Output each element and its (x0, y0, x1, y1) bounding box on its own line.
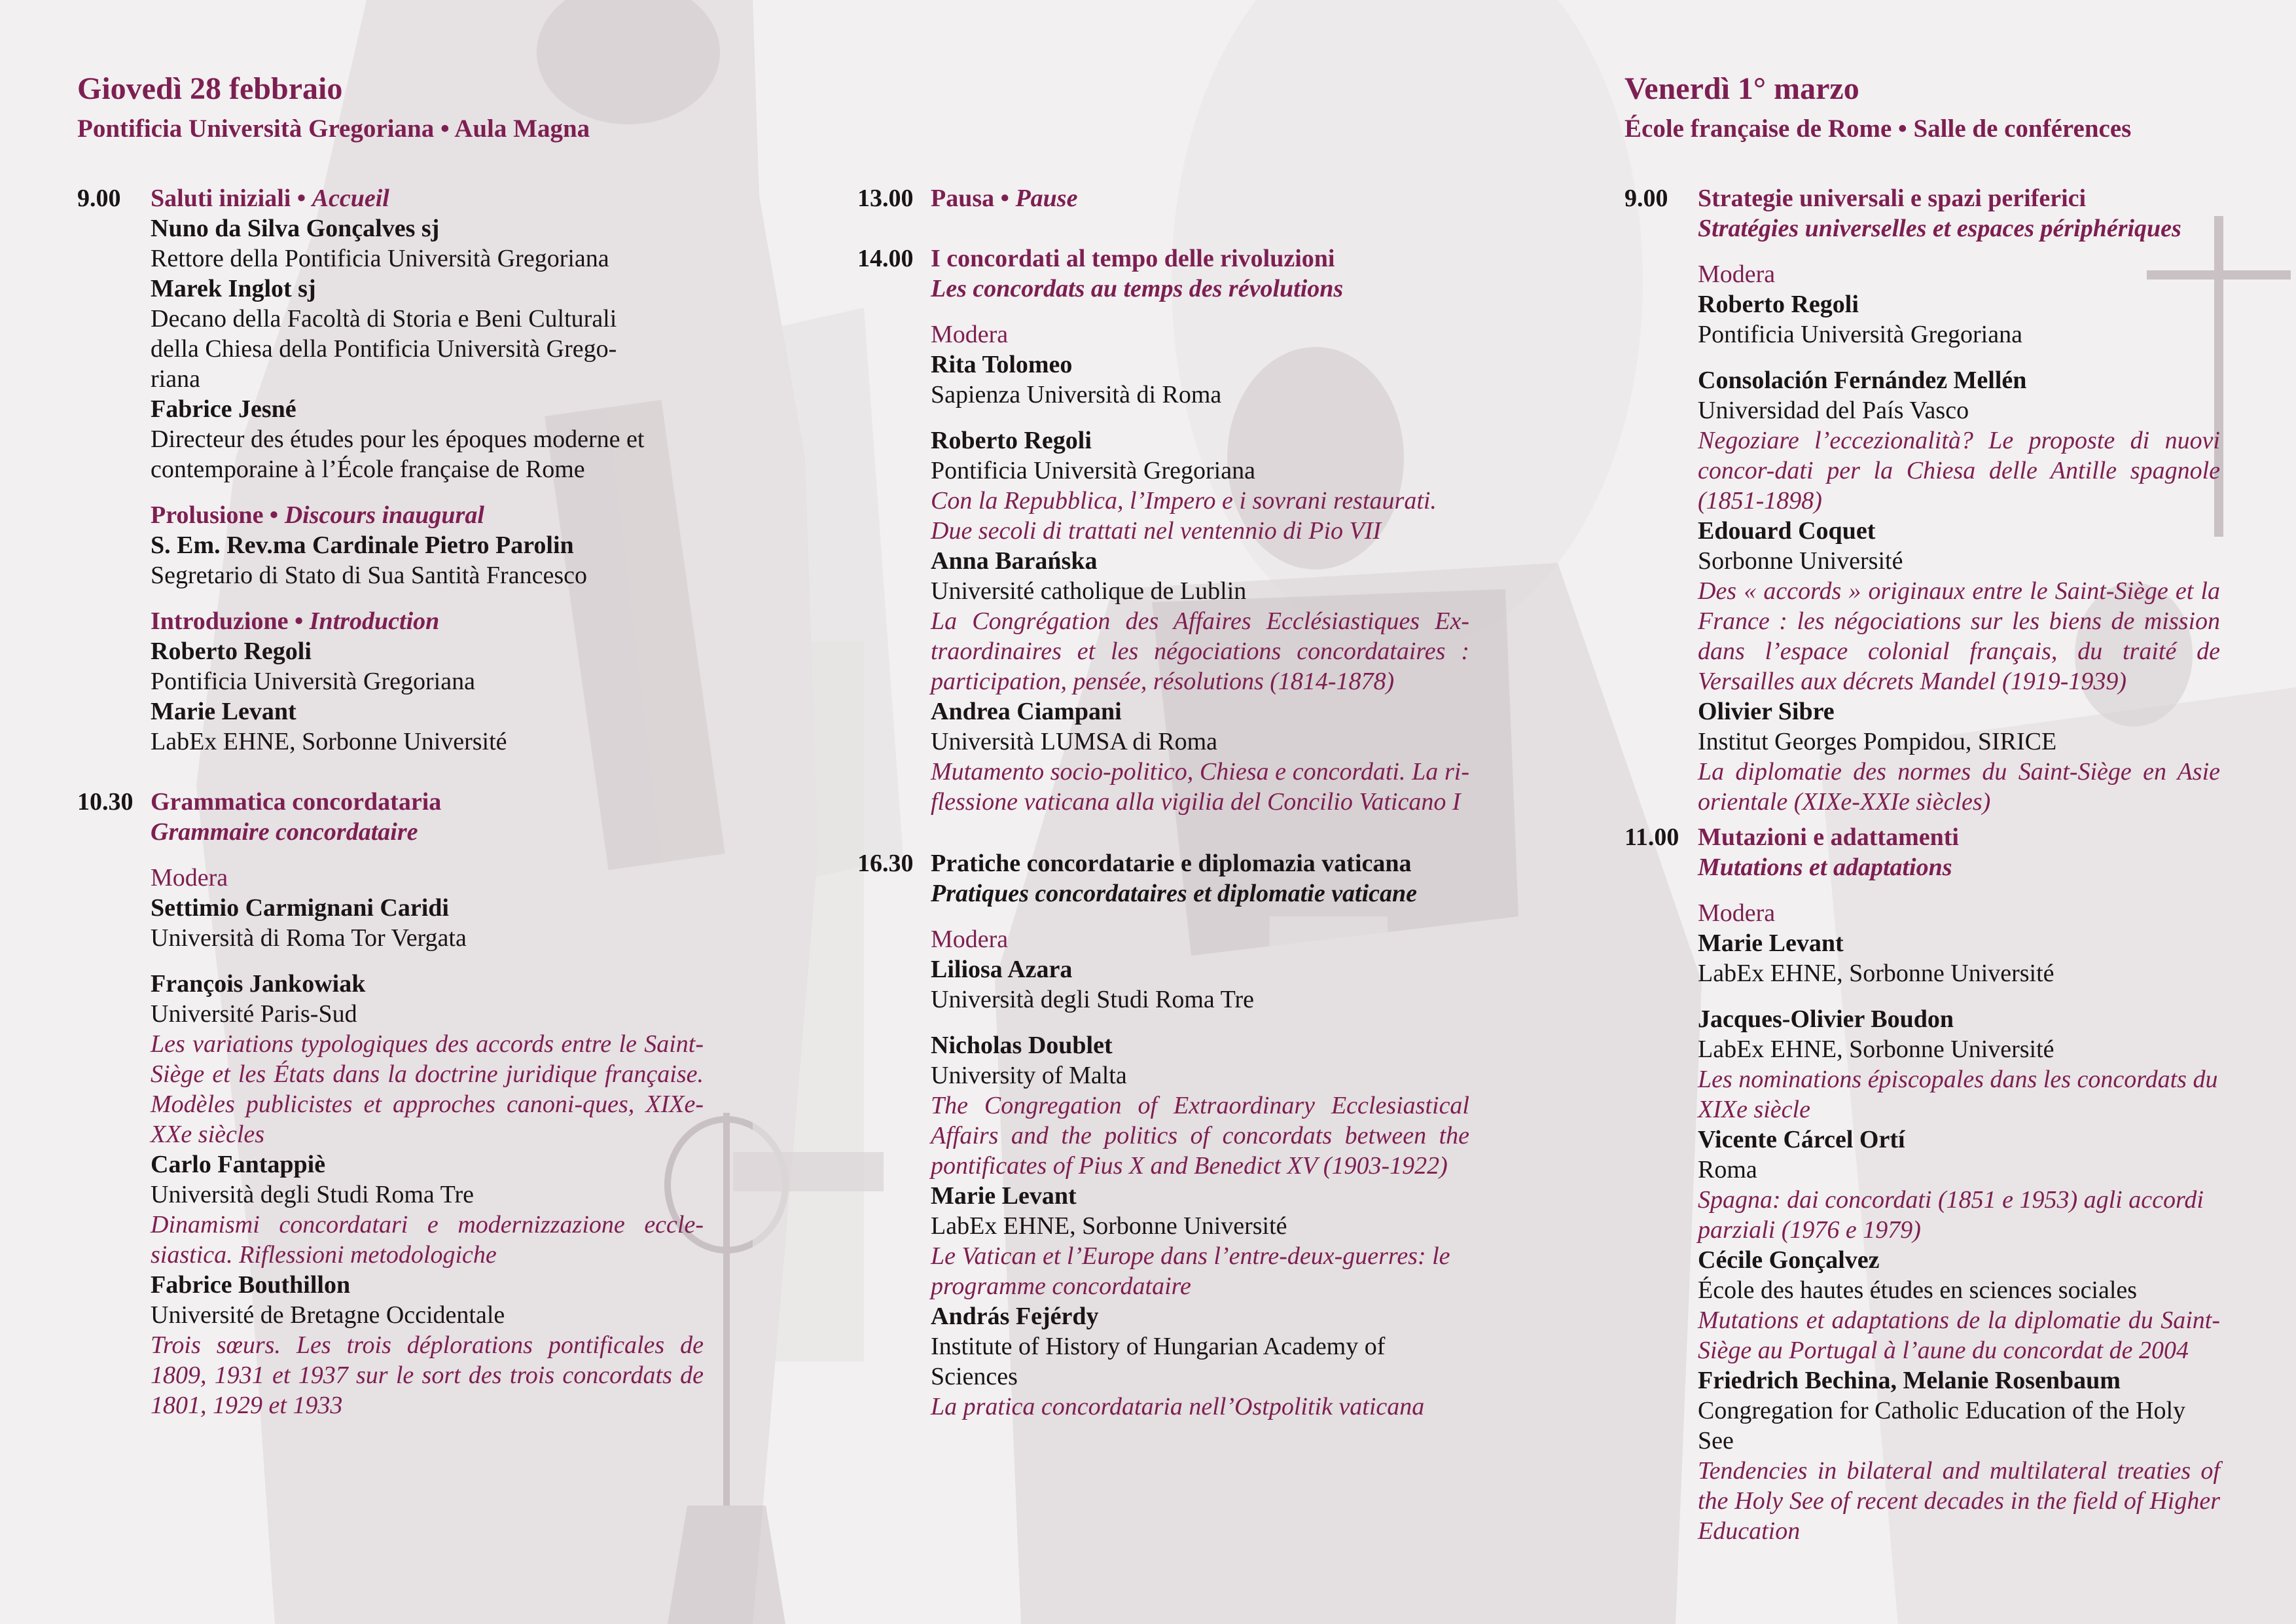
speaker-name: Cécile Gonçalvez (1698, 1246, 1880, 1274)
moderator-name: Rita Tolomeo (931, 351, 1073, 378)
session-time: 16.30 (857, 850, 914, 877)
moderator-affiliation: Università degli Studi Roma Tre (931, 986, 1254, 1013)
session-11-00 (1624, 822, 2220, 1546)
session-title-fr: Mutations et adaptations (1698, 854, 1952, 881)
speaker-affiliation: École des hautes études en sciences sociales (1698, 1276, 2138, 1304)
introduction-title-it: Introduzione • (151, 607, 304, 635)
speaker-affiliation: LabEx EHNE, Sorbonne Université (1698, 1036, 2054, 1063)
speaker-affiliation: Directeur des études pour les époques moderne et contemporaine à l’École française de Rome (151, 425, 645, 483)
session-title-it: I concordati al tempo delle rivoluzioni (931, 245, 1335, 272)
speaker-name: Nuno da Silva Gonçalves sj (151, 215, 440, 242)
session-10-30 (77, 787, 704, 1420)
speaker-affiliation: Sorbonne Université (1698, 547, 1903, 575)
speaker-affiliation: Decano della Facoltà di Storia e Beni Culturali della Chiesa della Pontificia Università Grego-riana (151, 305, 617, 393)
prolusion-title (151, 500, 704, 530)
speaker-name: Edouard Coquet (1698, 517, 1876, 545)
speaker-name: Marek Inglot sj (151, 275, 316, 302)
speaker-name: Vicente Cárcel Ortí (1698, 1126, 1905, 1153)
speaker-name: Marie Levant (931, 1182, 1077, 1210)
moderator-affiliation: Università di Roma Tor Vergata (151, 924, 467, 952)
talk-title: Le Vatican et l’Europe dans l’entre-deux-guerres: le programme concordataire (931, 1242, 1450, 1300)
speaker-name: Carlo Fantappiè (151, 1151, 326, 1178)
session-title-fr: Stratégies universelles et espaces périphériques (1698, 215, 2181, 242)
speaker-name: Fabrice Jesné (151, 395, 296, 423)
session-title-it: Pratiche concordatarie e diplomazia vaticana (931, 850, 1412, 877)
talk-title: Trois sœurs. Les trois déplorations pontificales de 1809, 1931 et 1937 sur le sort des trois concordats de 1801, 1929 et 1933 (151, 1331, 704, 1419)
moderator-name: Marie Levant (1698, 929, 1844, 957)
talk-title: Des « accords » originaux entre le Saint-Siège et la France : les négociations sur les biens de mission dans l’espace colonial français, du traité de Versailles aux décrets Mandel (1919-1939) (1698, 577, 2220, 695)
talk-title: Mutations et adaptations de la diplomatie du Saint-Siège au Portugal à l’aune du concordat de 2004 (1698, 1307, 2220, 1364)
session-title-it: Mutazioni e adattamenti (1698, 823, 1959, 851)
pause-title-it: Pausa • (931, 185, 1009, 212)
day-title-thursday: Giovedì 28 febbraio (77, 71, 343, 106)
moderator-label: Modera (931, 321, 1009, 348)
talk-title: Con la Repubblica, l’Impero e i sovrani restaurati. Due secoli di trattati nel ventennio di Pio VII (931, 487, 1437, 545)
session-time: 9.00 (1624, 185, 1668, 212)
talk-title: Spagna: dai concordati (1851 e 1953) agli accordi parziali (1976 e 1979) (1698, 1186, 2204, 1244)
moderator-label: Modera (151, 864, 228, 892)
speaker-affiliation: Université de Bretagne Occidentale (151, 1301, 505, 1329)
speaker-affiliation: Segretario di Stato di Sua Santità Francesco (151, 562, 587, 589)
session-title-fr: Les concordats au temps des révolutions (931, 275, 1344, 302)
moderator-label: Modera (1698, 261, 1776, 288)
speaker-affiliation: Institut Georges Pompidou, SIRICE (1698, 728, 2057, 755)
speaker-name: Roberto Regoli (151, 638, 312, 665)
session-time: 10.30 (77, 788, 134, 816)
talk-title: Negoziare l’eccezionalità? Le proposte di nuovi concor-dati per la Chiesa delle Antille spagnole (1851-1898) (1698, 427, 2220, 514)
prolusion-title-fr: Discours inaugural (284, 501, 484, 529)
speaker-affiliation: Université catholique de Lublin (931, 577, 1247, 605)
talk-title: The Congregation of Extraordinary Ecclesiastical Affairs and the politics of concordats between the pontificates of Pius X and Benedict XV (1903-1922) (931, 1092, 1469, 1180)
session-16-30 (857, 848, 1469, 1422)
speaker-affiliation: University of Malta (931, 1062, 1127, 1089)
speaker-name: Consolación Fernández Mellén (1698, 367, 2027, 394)
speaker-name: Roberto Regoli (931, 427, 1092, 454)
venue-friday: École française de Rome • Salle de conférences (1624, 115, 2132, 143)
talk-title: Tendencies in bilateral and multilateral treaties of the Holy See of recent decades in the field of Higher Education (1698, 1457, 2220, 1545)
session-title-it: Grammatica concordataria (151, 788, 442, 816)
speaker-affiliation: Université Paris-Sud (151, 1000, 357, 1028)
speaker-affiliation: LabEx EHNE, Sorbonne Université (151, 728, 507, 755)
session-pause (857, 183, 1469, 213)
speaker-name: François Jankowiak (151, 970, 366, 998)
pause-title-fr: Pause (1015, 185, 1078, 212)
speaker-name: András Fejérdy (931, 1303, 1099, 1330)
speaker-name: Anna Barańska (931, 547, 1098, 575)
day-title-friday: Venerdì 1° marzo (1624, 71, 1859, 106)
speaker-affiliation: Congregation for Catholic Education of the Holy See (1698, 1397, 2186, 1454)
moderator-label: Modera (1698, 899, 1776, 927)
speaker-name: Fabrice Bouthillon (151, 1271, 351, 1299)
introduction-title (151, 606, 704, 636)
speaker-affiliation: LabEx EHNE, Sorbonne Université (931, 1212, 1287, 1240)
speaker-name: Andrea Ciampani (931, 698, 1122, 725)
speaker-name: Jacques-Olivier Boudon (1698, 1005, 1954, 1033)
moderator-affiliation: Pontificia Università Gregoriana (1698, 321, 2022, 348)
speaker-affiliation: Università LUMSA di Roma (931, 728, 1218, 755)
speaker-name: Friedrich Bechina, Melanie Rosenbaum (1698, 1367, 2121, 1394)
speaker-name: S. Em. Rev.ma Cardinale Pietro Parolin (151, 532, 574, 559)
session-14-00 (857, 244, 1469, 817)
talk-title: La pratica concordataria nell’Ostpolitik vaticana (931, 1393, 1425, 1420)
session-title-fr: Grammaire concordataire (151, 818, 418, 846)
session-title-it: Saluti iniziali • (151, 185, 306, 212)
moderator-name: Liliosa Azara (931, 956, 1073, 983)
moderator-name: Roberto Regoli (1698, 291, 1859, 318)
talk-title: Les nominations épiscopales dans les concordats du XIXe siècle (1698, 1066, 2218, 1123)
speaker-affiliation: Pontificia Università Gregoriana (931, 457, 1255, 484)
speaker-affiliation: Pontificia Università Gregoriana (151, 668, 475, 695)
moderator-name: Settimio Carmignani Caridi (151, 894, 449, 922)
session-title-it: Strategie universali e spazi periferici (1698, 185, 2087, 212)
moderator-affiliation: LabEx EHNE, Sorbonne Université (1698, 960, 2054, 987)
session-9-00-thursday (77, 183, 704, 757)
speaker-affiliation: Università degli Studi Roma Tre (151, 1181, 474, 1208)
moderator-label: Modera (931, 926, 1009, 953)
session-time: 11.00 (1624, 823, 1679, 851)
speaker-affiliation: Institute of History of Hungarian Academy of Sciences (931, 1333, 1386, 1390)
speaker-name: Olivier Sibre (1698, 698, 1835, 725)
session-9-00-friday (1624, 183, 2220, 817)
talk-title: Dinamismi concordatari e modernizzazione eccle-siastica. Riflessioni metodologiche (151, 1211, 704, 1269)
speaker-name: Nicholas Doublet (931, 1032, 1113, 1059)
prolusion-title-it: Prolusione • (151, 501, 279, 529)
speaker-name: Marie Levant (151, 698, 296, 725)
session-title-fr: Pratiques concordataires et diplomatie vaticane (931, 880, 1418, 907)
session-title (151, 183, 704, 213)
session-time: 9.00 (77, 185, 121, 212)
talk-title: Les variations typologiques des accords entre le Saint-Siège et les États dans la doctrine juridique française. Modèles publicistes et approches canoni-ques, XIXe-XXe siècles (151, 1030, 704, 1148)
speaker-affiliation: Roma (1698, 1156, 1757, 1183)
session-time: 14.00 (857, 245, 914, 272)
talk-title: Mutamento socio-politico, Chiesa e concordati. La ri-flessione vaticana alla vigilia del Concilio Vaticano I (931, 758, 1469, 816)
venue-thursday: Pontificia Università Gregoriana • Aula Magna (77, 115, 590, 143)
session-title-fr: Accueil (312, 185, 389, 212)
speaker-affiliation: Rettore della Pontificia Università Gregoriana (151, 245, 609, 272)
introduction-title-fr: Introduction (309, 607, 440, 635)
session-time: 13.00 (857, 185, 914, 212)
speaker-affiliation: Universidad del País Vasco (1698, 397, 1969, 424)
talk-title: La Congrégation des Affaires Ecclésiastiques Ex-traordinaires et les négociations concordataires : participation, pensée, résolutions (1814-1878) (931, 607, 1469, 695)
moderator-affiliation: Sapienza Università di Roma (931, 381, 1222, 408)
talk-title: La diplomatie des normes du Saint-Siège en Asie orientale (XIXe-XXIe siècles) (1698, 758, 2220, 816)
